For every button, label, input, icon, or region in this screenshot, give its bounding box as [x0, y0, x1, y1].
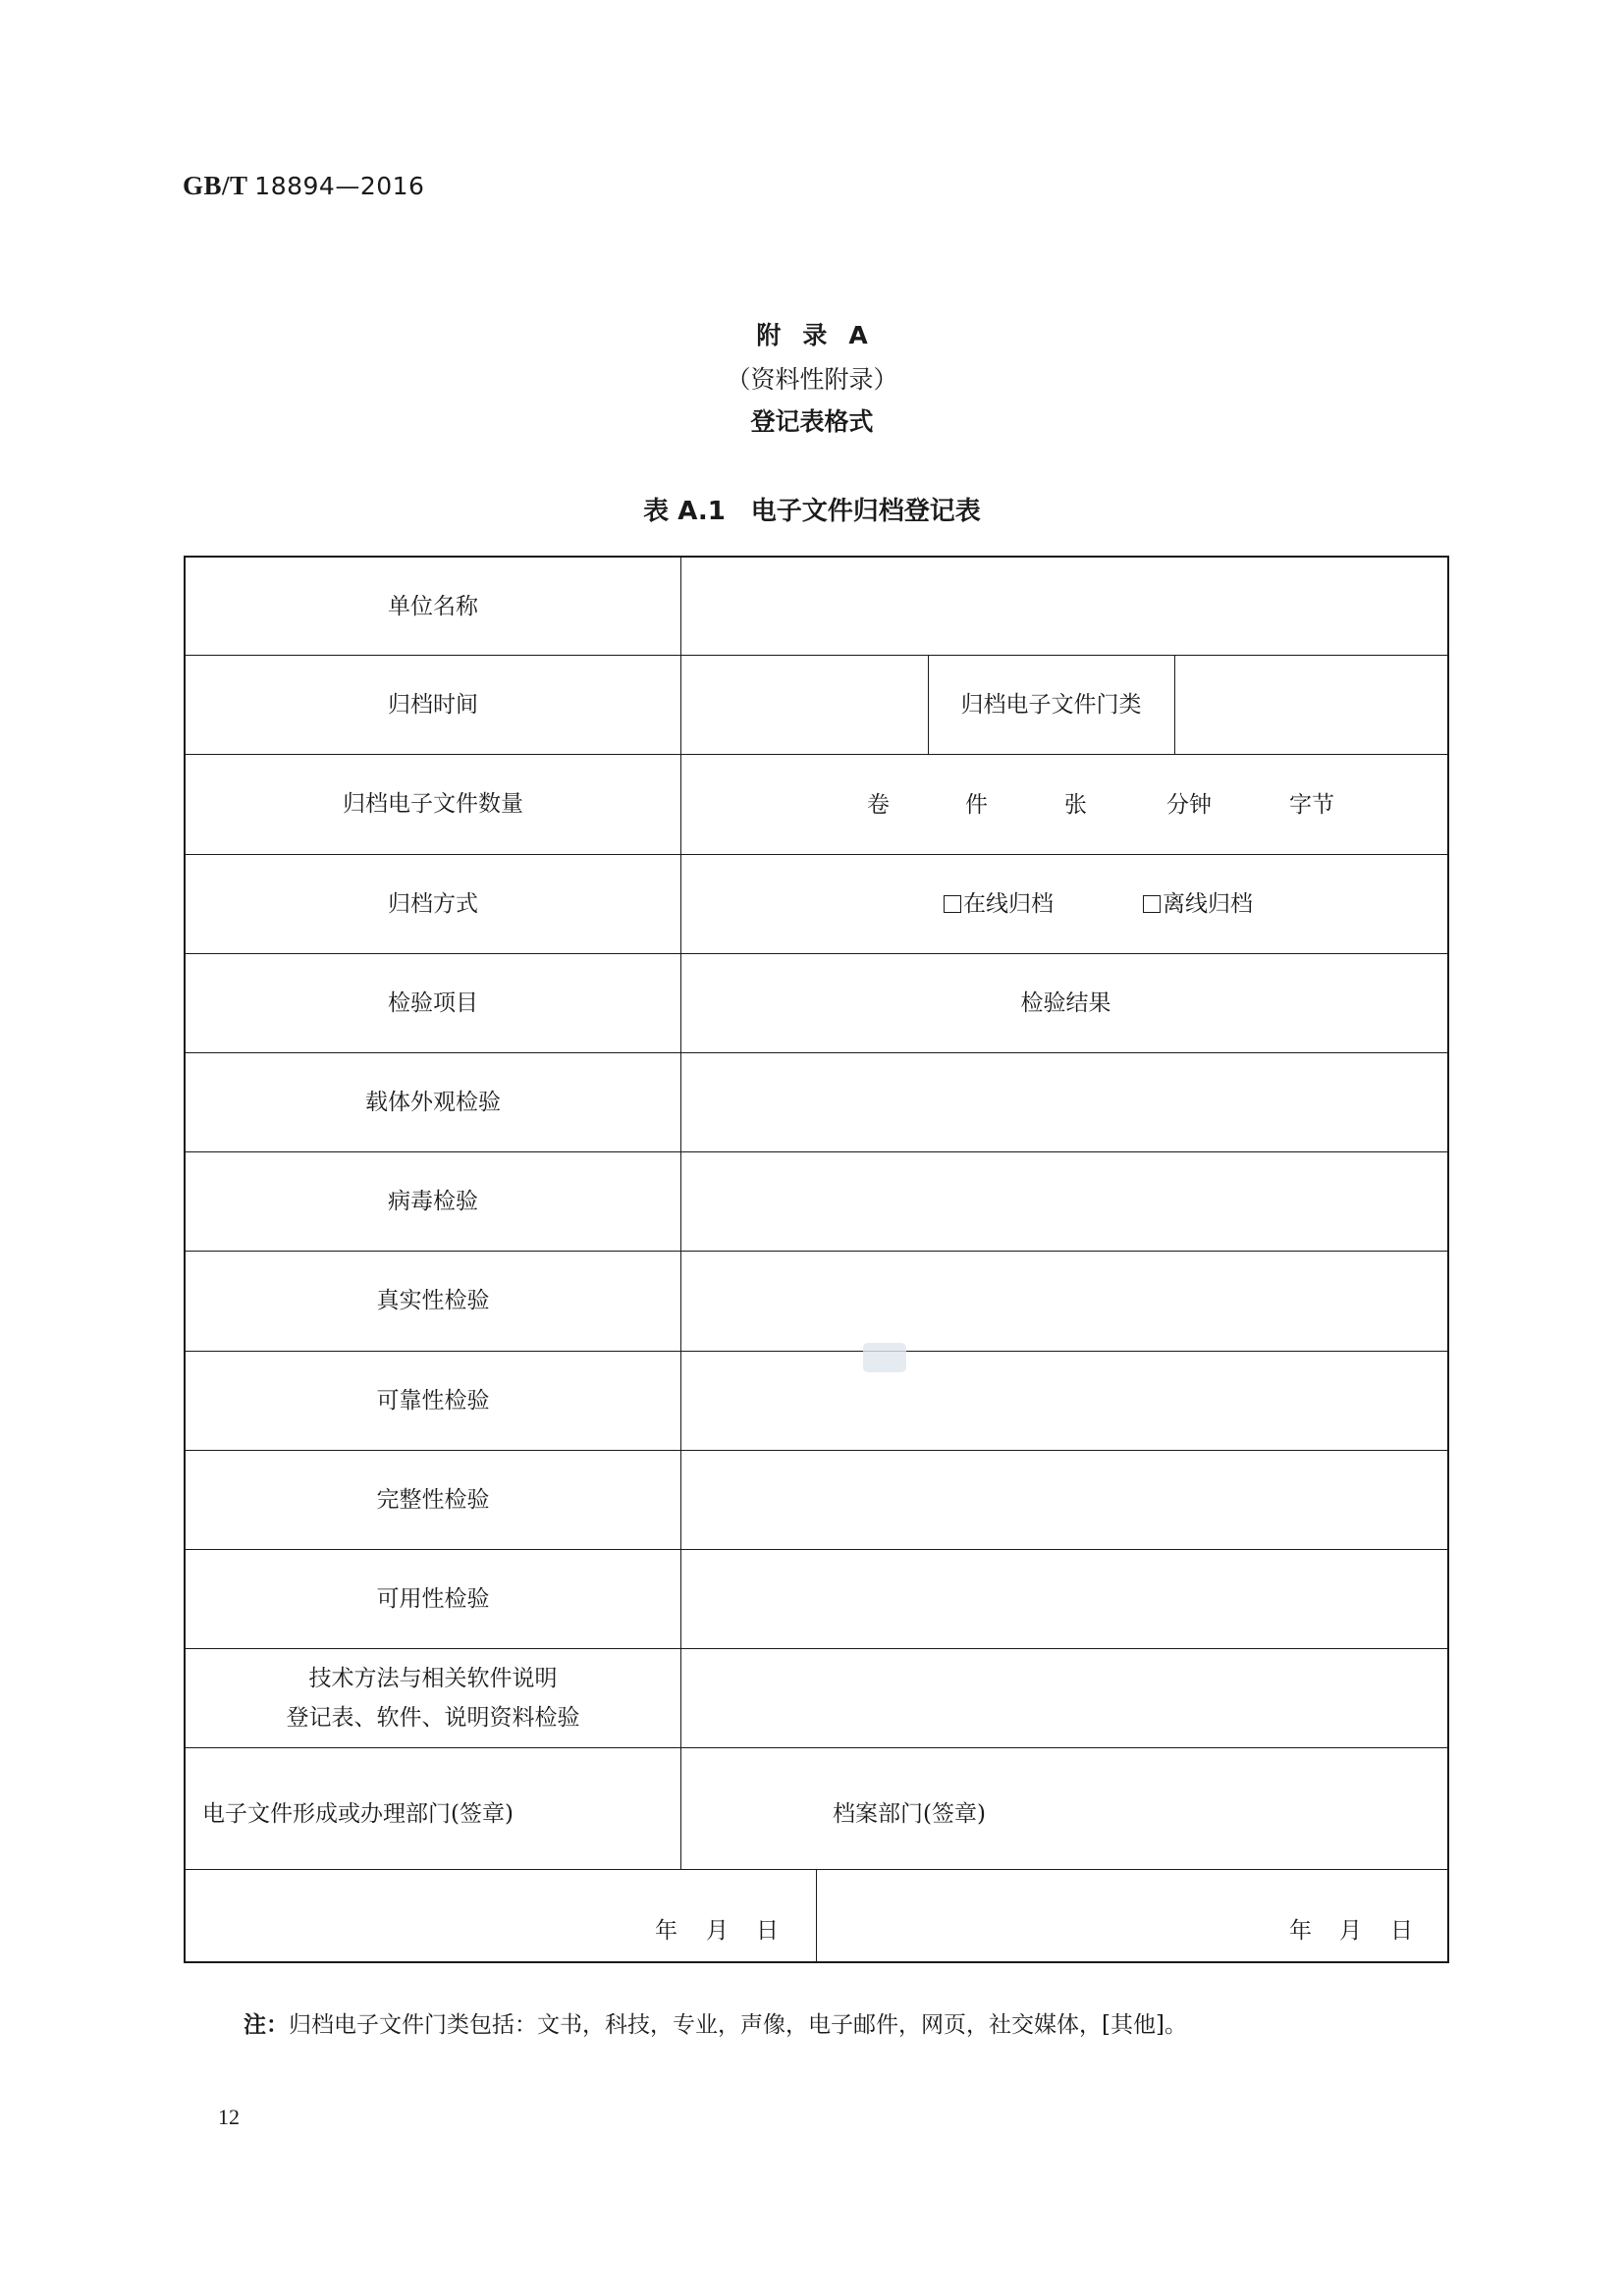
check-item-header: 检验项目	[388, 989, 478, 1016]
unit-name-label: 单位名称	[388, 593, 478, 619]
date-year-right: 年	[1289, 1918, 1312, 1944]
standard-code-number: 18894—2016	[254, 172, 425, 200]
appendix-subject: 登记表格式	[750, 407, 874, 436]
note-text: 归档电子文件门类包括：文书，科技，专业，声像，电子邮件，网页，社交媒体，[其他]。	[289, 2012, 1187, 2038]
method-label: 归档方式	[388, 890, 478, 917]
check-result-field[interactable]	[680, 1151, 1451, 1251]
standard-code	[183, 171, 424, 201]
category-label: 归档电子文件门类	[960, 691, 1142, 718]
online-option[interactable]	[944, 885, 1054, 918]
table-name: 电子文件归档登记表	[750, 497, 981, 526]
tech-description-field[interactable]	[680, 1648, 1451, 1747]
unit-zhang: 张	[1064, 792, 1087, 818]
check-item-usability: 可用性检验	[376, 1585, 490, 1612]
check-item-carrier: 载体外观检验	[365, 1089, 501, 1115]
check-item-integrity: 完整性检验	[376, 1486, 490, 1513]
unit-juan: 卷	[867, 792, 890, 818]
check-item-reliability: 可靠性检验	[376, 1387, 490, 1414]
watermark-logo-icon	[863, 1343, 906, 1372]
category-field[interactable]	[1174, 655, 1451, 754]
page-number: 12	[218, 2105, 240, 2129]
online-option-label: 在线归档	[963, 891, 1054, 917]
archive-time-label: 归档时间	[388, 691, 478, 718]
date-month-right: 月	[1339, 1918, 1362, 1944]
check-item-authenticity: 真实性检验	[376, 1288, 490, 1313]
tech-line-1: 技术方法与相关软件说明	[308, 1665, 558, 1691]
sign-left-label: 电子文件形成或办理部门(签章)	[202, 1801, 514, 1827]
date-month-left: 月	[706, 1918, 729, 1944]
archive-time-field[interactable]	[680, 655, 928, 754]
tech-description-label	[186, 1648, 680, 1747]
table-title	[0, 491, 1624, 527]
table-note	[244, 2006, 1187, 2039]
check-result-field[interactable]	[680, 1351, 1451, 1450]
unit-jian: 件	[965, 792, 988, 818]
check-result-header: 检验结果	[1020, 989, 1111, 1016]
table-number: 表 A.1	[643, 497, 726, 526]
standard-code-prefix: GB/T	[183, 171, 248, 200]
check-result-field[interactable]	[680, 1251, 1451, 1351]
date-day-left: 日	[756, 1918, 779, 1944]
sign-right-label: 档案部门(签章)	[833, 1801, 986, 1827]
appendix-title: 附录A	[756, 321, 890, 349]
note-label: 注：	[244, 2012, 289, 2038]
offline-option-label: 离线归档	[1163, 891, 1253, 917]
tech-line-2: 登记表、软件、说明资料检验	[286, 1704, 580, 1731]
offline-option[interactable]	[1143, 885, 1253, 918]
unit-name-field[interactable]	[680, 558, 1451, 655]
check-result-field[interactable]	[680, 1052, 1451, 1151]
check-item-virus: 病毒检验	[388, 1188, 478, 1214]
quantity-label: 归档电子文件数量	[343, 791, 523, 817]
unit-bytes: 字节	[1289, 792, 1334, 818]
checkbox-icon[interactable]	[944, 895, 961, 913]
date-day-right: 日	[1390, 1918, 1413, 1944]
check-result-field[interactable]	[680, 1549, 1451, 1648]
appendix-type: （资料性附录）	[726, 365, 898, 394]
registration-form-table	[184, 556, 1449, 1963]
unit-minutes: 分钟	[1166, 792, 1212, 818]
check-result-field[interactable]	[680, 1450, 1451, 1549]
checkbox-icon[interactable]	[1143, 895, 1161, 913]
date-year-left: 年	[655, 1918, 677, 1944]
